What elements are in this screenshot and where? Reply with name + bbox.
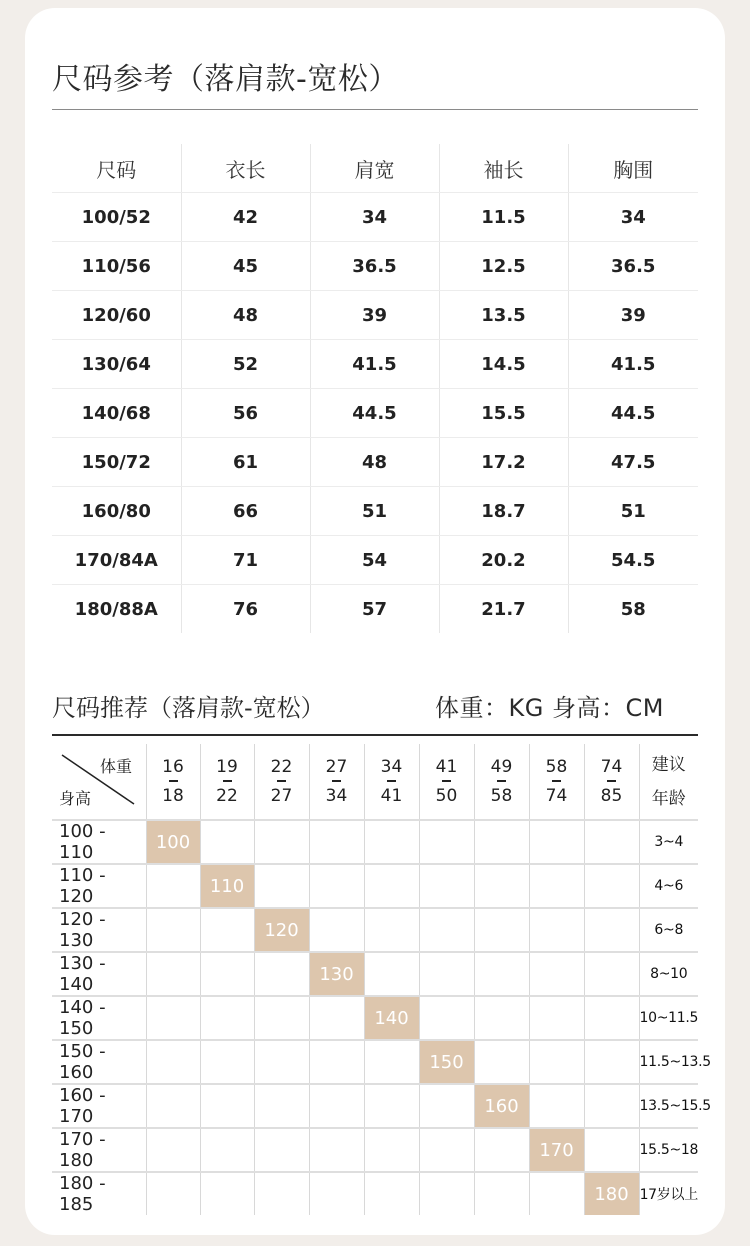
weight-range-max: 27	[270, 786, 293, 806]
recommended-size-cell: 130	[309, 952, 364, 996]
empty-cell	[364, 1128, 419, 1172]
measurement-cell: 76	[181, 585, 310, 634]
empty-cell	[309, 1128, 364, 1172]
height-range-cell: 130 - 140	[52, 952, 146, 996]
empty-cell	[364, 1084, 419, 1128]
weight-range-min: 74	[600, 757, 623, 777]
measurement-cell: 41.5	[310, 340, 439, 389]
measurement-cell: 15.5	[439, 389, 568, 438]
empty-cell	[146, 1128, 200, 1172]
table-row	[52, 291, 698, 340]
measurement-cell: 44.5	[310, 389, 439, 438]
measurement-cell: 66	[181, 487, 310, 536]
age-cell: 4~6	[639, 864, 698, 908]
measurement-cell: 39	[568, 291, 698, 340]
empty-cell	[474, 1128, 529, 1172]
empty-cell	[364, 864, 419, 908]
empty-cell	[309, 1040, 364, 1084]
empty-cell	[419, 864, 474, 908]
empty-cell	[309, 864, 364, 908]
size-cell: 130/64	[52, 340, 181, 389]
column-header: 胸围	[568, 144, 698, 193]
measurement-cell: 42	[181, 193, 310, 242]
recommended-size-cell: 170	[529, 1128, 584, 1172]
weight-range-header	[474, 744, 529, 820]
height-range-cell: 180 - 185	[59, 1173, 106, 1215]
recommended-size-cell: 120	[254, 908, 309, 952]
empty-cell	[200, 908, 254, 952]
column-header: 衣长	[181, 144, 310, 193]
column-header: 袖长	[439, 144, 568, 193]
empty-cell	[146, 952, 200, 996]
recommendation-row	[52, 952, 698, 996]
empty-cell	[309, 1172, 364, 1215]
age-cell: 13.5~15.5	[639, 1084, 698, 1128]
age-cell: 6~8	[639, 908, 698, 952]
weight-range-max: 34	[325, 786, 348, 806]
height-range-cell: 160 - 170	[52, 1084, 146, 1128]
range-dash	[332, 780, 341, 782]
recommendation-row	[52, 1128, 698, 1172]
empty-cell	[474, 864, 529, 908]
empty-cell	[584, 820, 639, 864]
empty-cell	[419, 1128, 474, 1172]
weight-range-header	[364, 744, 419, 820]
height-range-cell: 170 - 180	[52, 1128, 146, 1172]
table-row	[52, 487, 698, 536]
weight-range-header	[529, 744, 584, 820]
size-cell: 170/84A	[52, 536, 181, 585]
empty-cell	[474, 1172, 529, 1215]
recommendation-divider	[52, 734, 698, 736]
empty-cell	[254, 952, 309, 996]
measurement-cell: 57	[310, 585, 439, 634]
empty-cell	[364, 952, 419, 996]
weight-range-header	[419, 744, 474, 820]
empty-cell	[309, 1084, 364, 1128]
empty-cell	[474, 820, 529, 864]
range-dash	[497, 780, 506, 782]
measurement-cell: 14.5	[439, 340, 568, 389]
empty-cell	[200, 820, 254, 864]
empty-cell	[419, 952, 474, 996]
empty-cell	[146, 1172, 200, 1215]
empty-cell	[146, 864, 200, 908]
empty-cell	[364, 1040, 419, 1084]
empty-cell	[474, 908, 529, 952]
measurement-cell: 48	[310, 438, 439, 487]
empty-cell	[419, 908, 474, 952]
measurement-cell: 52	[181, 340, 310, 389]
measurement-cell: 34	[310, 193, 439, 242]
empty-cell	[254, 1128, 309, 1172]
size-recommendation-title: 尺码推荐（落肩款-宽松）	[52, 694, 325, 722]
recommendation-row	[52, 864, 698, 908]
weight-range-max: 74	[545, 786, 568, 806]
measurement-cell: 20.2	[439, 536, 568, 585]
age-cell: 17岁以上	[639, 1172, 698, 1215]
range-dash	[607, 780, 616, 782]
empty-cell	[200, 1172, 254, 1215]
weight-range-min: 41	[435, 757, 458, 777]
empty-cell	[584, 1084, 639, 1128]
measurement-cell: 36.5	[568, 242, 698, 291]
measurement-cell: 12.5	[439, 242, 568, 291]
weight-range-min: 22	[270, 757, 293, 777]
measurement-cell: 58	[568, 585, 698, 634]
empty-cell	[364, 1172, 419, 1215]
empty-cell	[474, 1040, 529, 1084]
empty-cell	[364, 820, 419, 864]
empty-cell	[200, 952, 254, 996]
weight-range-max: 41	[380, 786, 403, 806]
size-cell: 100/52	[52, 193, 181, 242]
height-range-cell: 110 - 120	[52, 864, 146, 908]
measurement-cell: 18.7	[439, 487, 568, 536]
recommended-size-cell: 150	[419, 1040, 474, 1084]
recommended-size-cell: 180	[584, 1172, 639, 1215]
weight-range-min: 49	[490, 757, 513, 777]
measurement-cell: 54.5	[568, 536, 698, 585]
size-cell: 140/68	[52, 389, 181, 438]
weight-range-min: 19	[216, 757, 238, 777]
weight-range-max: 18	[162, 786, 184, 806]
column-header: 肩宽	[310, 144, 439, 193]
table-row	[52, 193, 698, 242]
range-dash	[552, 780, 561, 782]
recommendation-row	[52, 1040, 698, 1084]
empty-cell	[474, 952, 529, 996]
weight-range-header	[146, 744, 200, 820]
recommendation-row	[52, 1172, 698, 1215]
measurement-cell: 41.5	[568, 340, 698, 389]
empty-cell	[584, 1040, 639, 1084]
range-dash	[277, 780, 286, 782]
empty-cell	[146, 1084, 200, 1128]
table-row	[52, 536, 698, 585]
empty-cell	[529, 1084, 584, 1128]
size-cell: 180/88A	[74, 598, 158, 620]
age-cell: 3~4	[639, 820, 698, 864]
age-header-line1: 建议	[651, 754, 686, 775]
height-range-cell: 120 - 130	[52, 908, 146, 952]
empty-cell	[254, 820, 309, 864]
table-row	[52, 242, 698, 291]
measurement-cell: 71	[181, 536, 310, 585]
recommendation-row	[52, 820, 698, 864]
empty-cell	[419, 1084, 474, 1128]
empty-cell	[364, 908, 419, 952]
weight-range-min: 16	[162, 757, 184, 777]
weight-range-max: 22	[216, 786, 238, 806]
measurement-cell: 39	[310, 291, 439, 340]
empty-cell	[529, 1040, 584, 1084]
empty-cell	[309, 820, 364, 864]
empty-cell	[529, 996, 584, 1040]
table-row	[52, 585, 698, 634]
empty-cell	[419, 1172, 474, 1215]
measurement-cell: 54	[310, 536, 439, 585]
range-dash	[387, 780, 396, 782]
empty-cell	[529, 908, 584, 952]
empty-cell	[584, 864, 639, 908]
size-reference-table	[52, 144, 698, 633]
table-header-row	[52, 144, 698, 193]
empty-cell	[529, 952, 584, 996]
empty-cell	[584, 908, 639, 952]
units-label: 体重：KG 身高：CM	[435, 694, 664, 722]
empty-cell	[200, 996, 254, 1040]
age-cell: 10~11.5	[639, 996, 698, 1040]
size-recommendation-grid	[52, 744, 711, 1215]
weight-range-min: 27	[325, 757, 348, 777]
recommended-size-cell: 160	[474, 1084, 529, 1128]
weight-range-header	[254, 744, 309, 820]
recommendation-body	[52, 820, 711, 1215]
height-range-cell: 100 - 110	[52, 820, 146, 864]
age-cell: 11.5~13.5	[639, 1040, 698, 1084]
table-row	[52, 438, 698, 487]
table-body	[52, 193, 698, 634]
recommendation-row	[52, 908, 698, 952]
age-cell: 15.5~18	[639, 1128, 698, 1172]
range-dash	[223, 780, 232, 782]
empty-cell	[474, 996, 529, 1040]
weight-range-header	[200, 744, 254, 820]
measurement-cell: 11.5	[439, 193, 568, 242]
empty-cell	[146, 996, 200, 1040]
recommended-size-cell: 140	[364, 996, 419, 1040]
corner-cell	[52, 744, 146, 820]
empty-cell	[529, 820, 584, 864]
empty-cell	[254, 996, 309, 1040]
recommended-size-cell: 100	[146, 820, 200, 864]
measurement-cell: 21.7	[439, 585, 568, 634]
size-cell: 150/72	[52, 438, 181, 487]
empty-cell	[254, 1084, 309, 1128]
age-header-line2: 年龄	[651, 788, 686, 809]
empty-cell	[254, 864, 309, 908]
size-cell: 110/56	[52, 242, 181, 291]
table-row	[52, 389, 698, 438]
recommendation-row	[52, 1084, 698, 1128]
corner-weight-label: 体重	[99, 757, 132, 776]
size-cell: 160/80	[52, 487, 181, 536]
measurement-cell: 61	[181, 438, 310, 487]
empty-cell	[584, 996, 639, 1040]
table-row	[52, 340, 698, 389]
weight-range-header	[309, 744, 364, 820]
title-divider	[52, 109, 698, 110]
weight-range-min: 58	[545, 757, 568, 777]
size-reference-title: 尺码参考（落肩款-宽松）	[52, 62, 399, 97]
empty-cell	[254, 1040, 309, 1084]
measurement-cell: 34	[568, 193, 698, 242]
range-dash	[442, 780, 451, 782]
measurement-cell: 51	[568, 487, 698, 536]
measurement-cell: 56	[181, 389, 310, 438]
empty-cell	[200, 1040, 254, 1084]
empty-cell	[309, 908, 364, 952]
measurement-cell: 13.5	[439, 291, 568, 340]
weight-range-max: 85	[600, 786, 623, 806]
empty-cell	[309, 996, 364, 1040]
column-header: 尺码	[52, 144, 181, 193]
measurement-cell: 36.5	[310, 242, 439, 291]
empty-cell	[200, 1128, 254, 1172]
empty-cell	[254, 1172, 309, 1215]
measurement-cell: 44.5	[568, 389, 698, 438]
measurement-cell: 48	[181, 291, 310, 340]
recommended-size-cell: 110	[200, 864, 254, 908]
weight-range-min: 34	[380, 757, 403, 777]
empty-cell	[529, 864, 584, 908]
age-header	[639, 744, 698, 820]
empty-cell	[419, 996, 474, 1040]
empty-cell	[584, 952, 639, 996]
empty-cell	[419, 820, 474, 864]
weight-range-header	[584, 744, 639, 820]
empty-cell	[200, 1084, 254, 1128]
empty-cell	[146, 1040, 200, 1084]
height-range-cell: 150 - 160	[52, 1040, 146, 1084]
empty-cell	[584, 1128, 639, 1172]
size-cell: 120/60	[52, 291, 181, 340]
measurement-cell: 17.2	[439, 438, 568, 487]
age-cell: 8~10	[639, 952, 698, 996]
corner-height-label: 身高	[59, 789, 92, 808]
weight-range-max: 58	[490, 786, 513, 806]
measurement-cell: 51	[310, 487, 439, 536]
recommendation-row	[52, 996, 698, 1040]
measurement-cell: 47.5	[568, 438, 698, 487]
measurement-cell: 45	[181, 242, 310, 291]
empty-cell	[146, 908, 200, 952]
weight-range-max: 50	[435, 786, 458, 806]
height-range-cell: 140 - 150	[52, 996, 146, 1040]
recommendation-header-row	[52, 744, 698, 820]
empty-cell	[529, 1172, 584, 1215]
range-dash	[169, 780, 178, 782]
